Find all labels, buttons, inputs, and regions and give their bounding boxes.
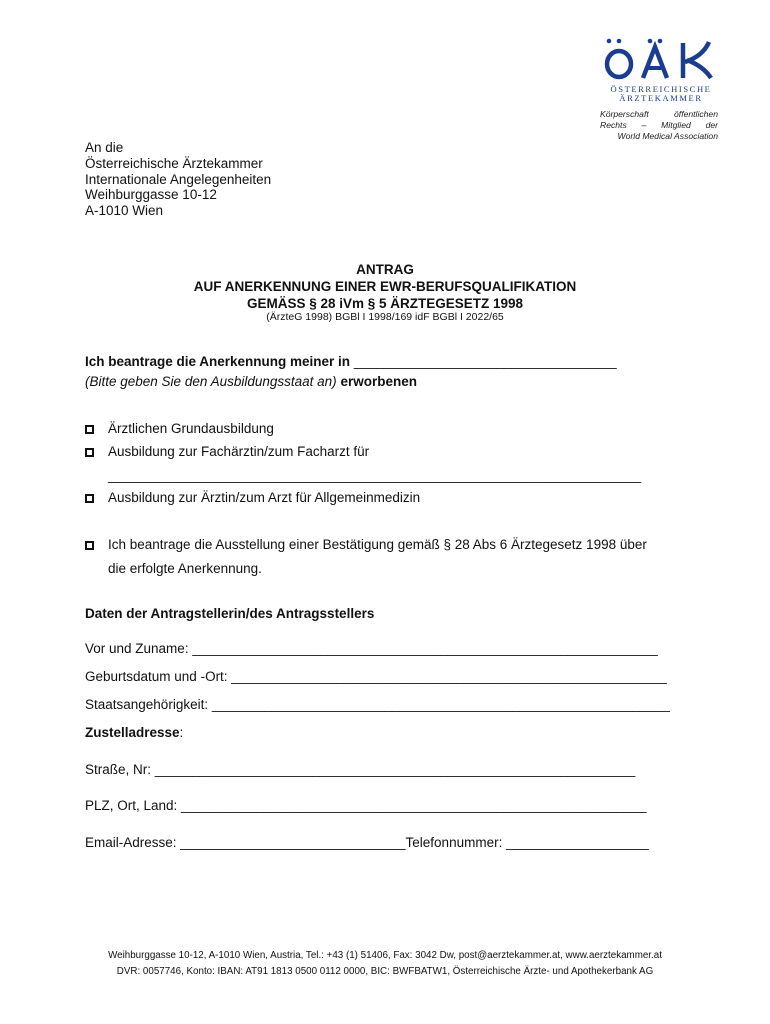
name-field[interactable]: Vor und Zuname: ______________________________________________________________ [85,641,658,656]
nationality-field[interactable]: Staatsangehörigkeit: _____________________________________________________________ [85,697,670,712]
city-field[interactable]: PLZ, Ort, Land: ______________________________________________________________ [85,798,647,813]
address-line: Internationale Angelegenheiten [85,171,272,187]
street-field[interactable]: Straße, Nr: ________________________________________________________________ [85,762,636,777]
checkbox-basic-training[interactable] [85,425,94,434]
form-title: ANTRAG [356,262,414,277]
address-line: An die [85,140,124,155]
email-field[interactable]: Email-Adresse: ______________________________ [85,835,406,850]
specialty-field[interactable]: _______________________________________________________________________ [108,468,642,483]
footer-bank: DVR: 0057746, Konto: IBAN: AT91 1813 0500 0112 0000, BIC: BWFBATW1, Österreichische Ärzte- und Apothekerbank AG [116,966,654,977]
logo-line-2: ÄRZTEKAMMER [619,93,703,103]
footer-address: Weihburggasse 10-12, A-1010 Wien, Austria, Tel.: +43 (1) 51406, Fax: 3042 Dw, post@aerztekammer.at, www.aerztekammer.at [108,950,662,961]
request-statement [85,354,617,369]
checkbox-general-medicine[interactable] [85,494,94,503]
address-line: A-1010 Wien [85,203,164,219]
applicant-heading: Daten der Antragstellerin/des Antragsstellers [85,606,375,621]
recipient-address [85,140,271,219]
training-country-field[interactable]: ___________________________________ [353,354,617,369]
contact-row [85,835,649,850]
address-line: Weihburggasse 10-12 [85,187,217,203]
delivery-colon: : [179,725,184,740]
request-text: Ich beantrage die Anerkennung meiner in [85,354,351,369]
option-label: Ärztlichen Grundausbildung [108,421,274,436]
phone-field[interactable]: Telefonnummer: ___________________ [405,835,649,850]
checkbox-confirmation[interactable] [85,541,94,550]
address-line: Österreichische Ärztekammer [85,155,263,171]
birth-field[interactable]: Geburtsdatum und -Ort: __________________________________________________________ [85,669,667,684]
option-label: Ausbildung zur Fachärztin/zum Facharzt für [108,444,370,459]
hint-suffix: erworbenen [340,374,417,389]
law-reference: (ÄrzteG 1998) BGBl I 1998/169 idF BGBl I 2022/65 [266,311,504,323]
subtitle-line: Rechts – Mitglied der [600,119,718,130]
subtitle-line: Körperschaft öffentlichen [600,109,718,119]
request-hint [85,374,417,389]
delivery-address-heading [85,725,183,740]
confirmation-text-2: die erfolgte Anerkennung. [108,561,262,576]
confirmation-text: Ich beantrage die Ausstellung einer Bestätigung gemäß § 28 Abs 6 Ärztegesetz 1998 über [108,537,647,552]
form-title-line-3: GEMÄSS § 28 iVm § 5 ÄRZTEGESETZ 1998 [246,296,524,311]
chamber-subtitle [600,109,718,141]
delivery-label: Zustelladresse [85,725,180,740]
oeak-logo [603,38,719,104]
hint-text: (Bitte geben Sie den Ausbildungsstaat an) [85,374,337,389]
subtitle-line: World Medical Association [617,130,718,141]
oeak-logo-mark [603,38,719,82]
form-title-line-2: AUF ANERKENNUNG EINER EWR-BERUFSQUALIFIKATION [193,279,577,294]
checkbox-specialist-training[interactable] [85,448,94,457]
option-label: Ausbildung zur Ärztin/zum Arzt für Allgemeinmedizin [108,490,421,505]
logo-line-1: ÖSTERREICHISCHE [610,84,712,94]
